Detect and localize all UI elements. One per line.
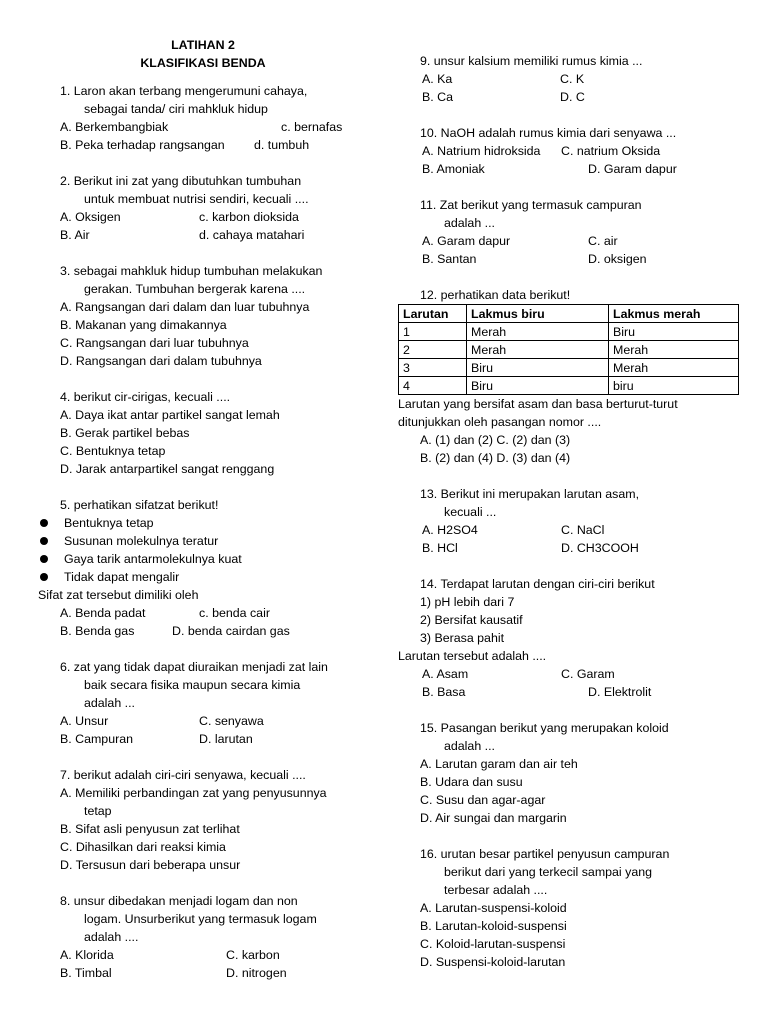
option-row — [398, 683, 743, 701]
option-row — [38, 136, 368, 154]
option-a: A. Larutan-suspensi-koloid — [420, 901, 567, 915]
option-a: A. Benda padat — [60, 606, 146, 620]
question-text: logam. Unsurberikut yang termasuk logam — [84, 912, 317, 926]
question-6 — [38, 658, 368, 748]
question-15 — [398, 719, 743, 827]
question-text: 12. perhatikan data berikut! — [420, 288, 571, 302]
question-5 — [38, 496, 368, 640]
question-text: adalah ... — [444, 739, 495, 753]
question-2 — [38, 172, 368, 244]
left-column — [38, 36, 368, 982]
option-d: D. Jarak antarpartikel sangat renggang — [60, 462, 275, 476]
table-cell: 3 — [399, 359, 467, 377]
question-text: 5. perhatikan sifatzat berikut! — [60, 498, 219, 512]
question-text: 1. Laron akan terbang mengerumuni cahaya, — [60, 84, 308, 98]
option-c: C. Garam — [561, 667, 615, 681]
worksheet-subtitle: KLASIFIKASI BENDA — [140, 56, 266, 70]
question-text: 10. NaOH adalah rumus kimia dari senyawa ... — [420, 126, 677, 140]
question-text: 11. Zat berikut yang termasuk campuran — [420, 198, 642, 212]
option-a: A. Berkembangbiak — [60, 120, 169, 134]
question-10 — [398, 124, 743, 178]
question-text: 6. zat yang tidak dapat diuraikan menjadi zat lain — [60, 660, 328, 674]
option-row — [38, 118, 368, 136]
bullet-item: Gaya tarik antarmolekulnya kuat — [38, 550, 368, 568]
option-row — [398, 250, 743, 268]
table-cell: 1 — [399, 323, 467, 341]
option-row — [398, 665, 743, 683]
option-a: A. Garam dapur — [422, 234, 511, 248]
question-9 — [398, 52, 743, 106]
bullet-dot-icon — [40, 555, 48, 563]
option-d: D. Suspensi-koloid-larutan — [420, 955, 566, 969]
question-3 — [38, 262, 368, 370]
question-text: ditunjukkan oleh pasangan nomor .... — [398, 415, 602, 429]
option-row — [398, 142, 743, 160]
table-cell: 4 — [399, 377, 467, 395]
table-header: Lakmus biru — [467, 305, 609, 323]
table-cell: Merah — [609, 359, 739, 377]
option-d: D. larutan — [199, 732, 253, 746]
table-row — [399, 359, 739, 377]
option-d: D. Rangsangan dari dalam tubuhnya — [60, 354, 262, 368]
table-cell: biru — [609, 377, 739, 395]
option-c: c. karbon dioksida — [199, 210, 299, 224]
option-a: A. Daya ikat antar partikel sangat lemah — [60, 408, 280, 422]
question-11 — [398, 196, 743, 268]
question-text: 8. unsur dibedakan menjadi logam dan non — [60, 894, 298, 908]
option-d: D. Garam dapur — [588, 162, 677, 176]
option-d: D. C — [560, 90, 585, 104]
option-b: B. Basa — [422, 685, 466, 699]
question-text: kecuali ... — [444, 505, 497, 519]
option-b: B. Sifat asli penyusun zat terlihat — [60, 822, 240, 836]
option-b: B. Peka terhadap rangsangan — [60, 138, 225, 152]
option-b: B. Makanan yang dimakannya — [60, 318, 227, 332]
option-c: C. Bentuknya tetap — [60, 444, 166, 458]
question-text: adalah ... — [444, 216, 495, 230]
option-row — [398, 88, 743, 106]
question-16 — [398, 845, 743, 971]
option-row — [38, 964, 368, 982]
bullet-item: Tidak dapat mengalir — [38, 568, 368, 586]
table-cell: Biru — [467, 359, 609, 377]
option-d: D. Elektrolit — [588, 685, 652, 699]
question-8 — [38, 892, 368, 982]
option-row — [38, 226, 368, 244]
option-d: D. nitrogen — [226, 966, 287, 980]
question-14 — [398, 575, 743, 701]
option-b: B. Timbal — [60, 966, 112, 980]
table-header: Lakmus merah — [609, 305, 739, 323]
table-header: Larutan — [399, 305, 467, 323]
question-text: 9. unsur kalsium memiliki rumus kimia ... — [420, 54, 643, 68]
option-row — [398, 539, 743, 557]
question-text: 7. berikut adalah ciri-ciri senyawa, kecuali .... — [60, 768, 306, 782]
option-c: C. senyawa — [199, 714, 264, 728]
option-b: B. Ca — [422, 90, 453, 104]
worksheet-title: LATIHAN 2 — [171, 38, 235, 52]
question-text: 13. Berikut ini merupakan larutan asam, — [420, 487, 640, 501]
option-a: A. (1) dan (2) C. (2) dan (3) — [420, 433, 571, 447]
question-text: sebagai tanda/ ciri mahkluk hidup — [84, 102, 268, 116]
right-column — [398, 52, 743, 971]
question-text: 14. Terdapat larutan dengan ciri-ciri berikut — [420, 577, 655, 591]
option-a: A. H2SO4 — [422, 523, 478, 537]
option-c: C. Susu dan agar-agar — [420, 793, 546, 807]
option-c: C. Rangsangan dari luar tubuhnya — [60, 336, 249, 350]
bullet-dot-icon — [40, 537, 48, 545]
option-c: c. bernafas — [281, 120, 343, 134]
option-a-continued: tetap — [84, 804, 112, 818]
question-7 — [38, 766, 368, 874]
table-row — [399, 341, 739, 359]
option-row — [398, 232, 743, 250]
option-d: d. cahaya matahari — [199, 228, 305, 242]
question-4 — [38, 388, 368, 478]
table-row — [399, 377, 739, 395]
table-row — [399, 323, 739, 341]
question-text: berikut dari yang terkecil sampai yang — [444, 865, 652, 879]
option-row — [38, 604, 368, 622]
question-text: Larutan tersebut adalah .... — [398, 649, 547, 663]
option-a: A. Asam — [422, 667, 469, 681]
option-c: C. K — [560, 72, 585, 86]
option-b: B. Gerak partikel bebas — [60, 426, 190, 440]
option-row — [38, 730, 368, 748]
table-cell: 2 — [399, 341, 467, 359]
list-item: 1) pH lebih dari 7 — [420, 595, 515, 609]
table-cell: Biru — [467, 377, 609, 395]
option-b: B. Air — [60, 228, 90, 242]
option-row — [38, 712, 368, 730]
option-b: B. Udara dan susu — [420, 775, 523, 789]
option-a: A. Klorida — [60, 948, 114, 962]
bullet-item: Susunan molekulnya teratur — [38, 532, 368, 550]
option-c: C. natrium Oksida — [561, 144, 661, 158]
question-1 — [38, 82, 368, 154]
option-c: C. karbon — [226, 948, 280, 962]
question-text: adalah ... — [84, 696, 135, 710]
table-cell: Merah — [467, 341, 609, 359]
option-d: D. benda cairdan gas — [172, 624, 290, 638]
question-text: 16. urutan besar partikel penyusun campuran — [420, 847, 670, 861]
option-row — [398, 160, 743, 178]
option-row — [398, 70, 743, 88]
option-b: B. Larutan-koloid-suspensi — [420, 919, 567, 933]
option-b: B. Santan — [422, 252, 477, 266]
option-b: B. HCl — [422, 541, 458, 555]
option-c: C. Dihasilkan dari reaksi kimia — [60, 840, 226, 854]
option-a: A. Natrium hidroksida — [422, 144, 541, 158]
question-text: Larutan yang bersifat asam dan basa berturut-turut — [398, 397, 678, 411]
option-c: C. Koloid-larutan-suspensi — [420, 937, 566, 951]
question-text: gerakan. Tumbuhan bergerak karena .... — [84, 282, 306, 296]
question-text: 2. Berikut ini zat yang dibutuhkan tumbuhan — [60, 174, 302, 188]
list-item: 2) Bersifat kausatif — [420, 613, 523, 627]
option-d: D. oksigen — [588, 252, 647, 266]
question-text: terbesar adalah .... — [444, 883, 548, 897]
question-text: adalah .... — [84, 930, 139, 944]
option-d: D. CH3COOH — [561, 541, 639, 555]
table-header-row — [399, 305, 739, 323]
option-row — [398, 521, 743, 539]
option-d: d. tumbuh — [254, 138, 310, 152]
table-cell: Biru — [609, 323, 739, 341]
bullet-dot-icon — [40, 519, 48, 527]
option-row — [38, 208, 368, 226]
question-text: 15. Pasangan berikut yang merupakan koloid — [420, 721, 669, 735]
option-a: A. Larutan garam dan air teh — [420, 757, 578, 771]
question-12 — [398, 286, 743, 467]
question-text: 3. sebagai mahkluk hidup tumbuhan melakukan — [60, 264, 323, 278]
option-c: C. air — [588, 234, 618, 248]
bullet-item: Bentuknya tetap — [38, 514, 368, 532]
table-cell: Merah — [467, 323, 609, 341]
option-row — [38, 622, 368, 640]
question-text: 4. berikut cir-cirigas, kecuali .... — [60, 390, 231, 404]
option-d: D. Air sungai dan margarin — [420, 811, 567, 825]
question-13 — [398, 485, 743, 557]
option-b: B. Benda gas — [60, 624, 135, 638]
option-a: A. Unsur — [60, 714, 109, 728]
question-text: baik secara fisika maupun secara kimia — [84, 678, 301, 692]
option-b: B. Campuran — [60, 732, 134, 746]
question-text: Sifat zat tersebut dimiliki oleh — [38, 588, 199, 602]
bullet-dot-icon — [40, 573, 48, 581]
option-a: A. Rangsangan dari dalam dan luar tubuhnya — [60, 300, 310, 314]
option-b: B. (2) dan (4) D. (3) dan (4) — [420, 451, 571, 465]
option-a: A. Oksigen — [60, 210, 121, 224]
list-item: 3) Berasa pahit — [420, 631, 505, 645]
question-text: untuk membuat nutrisi sendiri, kecuali .... — [84, 192, 309, 206]
option-row — [38, 946, 368, 964]
option-c: c. benda cair — [199, 606, 270, 620]
option-a: A. Ka — [422, 72, 453, 86]
option-b: B. Amoniak — [422, 162, 485, 176]
table-cell: Merah — [609, 341, 739, 359]
option-c: C. NaCl — [561, 523, 605, 537]
litmus-data-table — [398, 304, 739, 395]
option-a: A. Memiliki perbandingan zat yang penyusunnya — [60, 786, 327, 800]
option-d: D. Tersusun dari beberapa unsur — [60, 858, 241, 872]
